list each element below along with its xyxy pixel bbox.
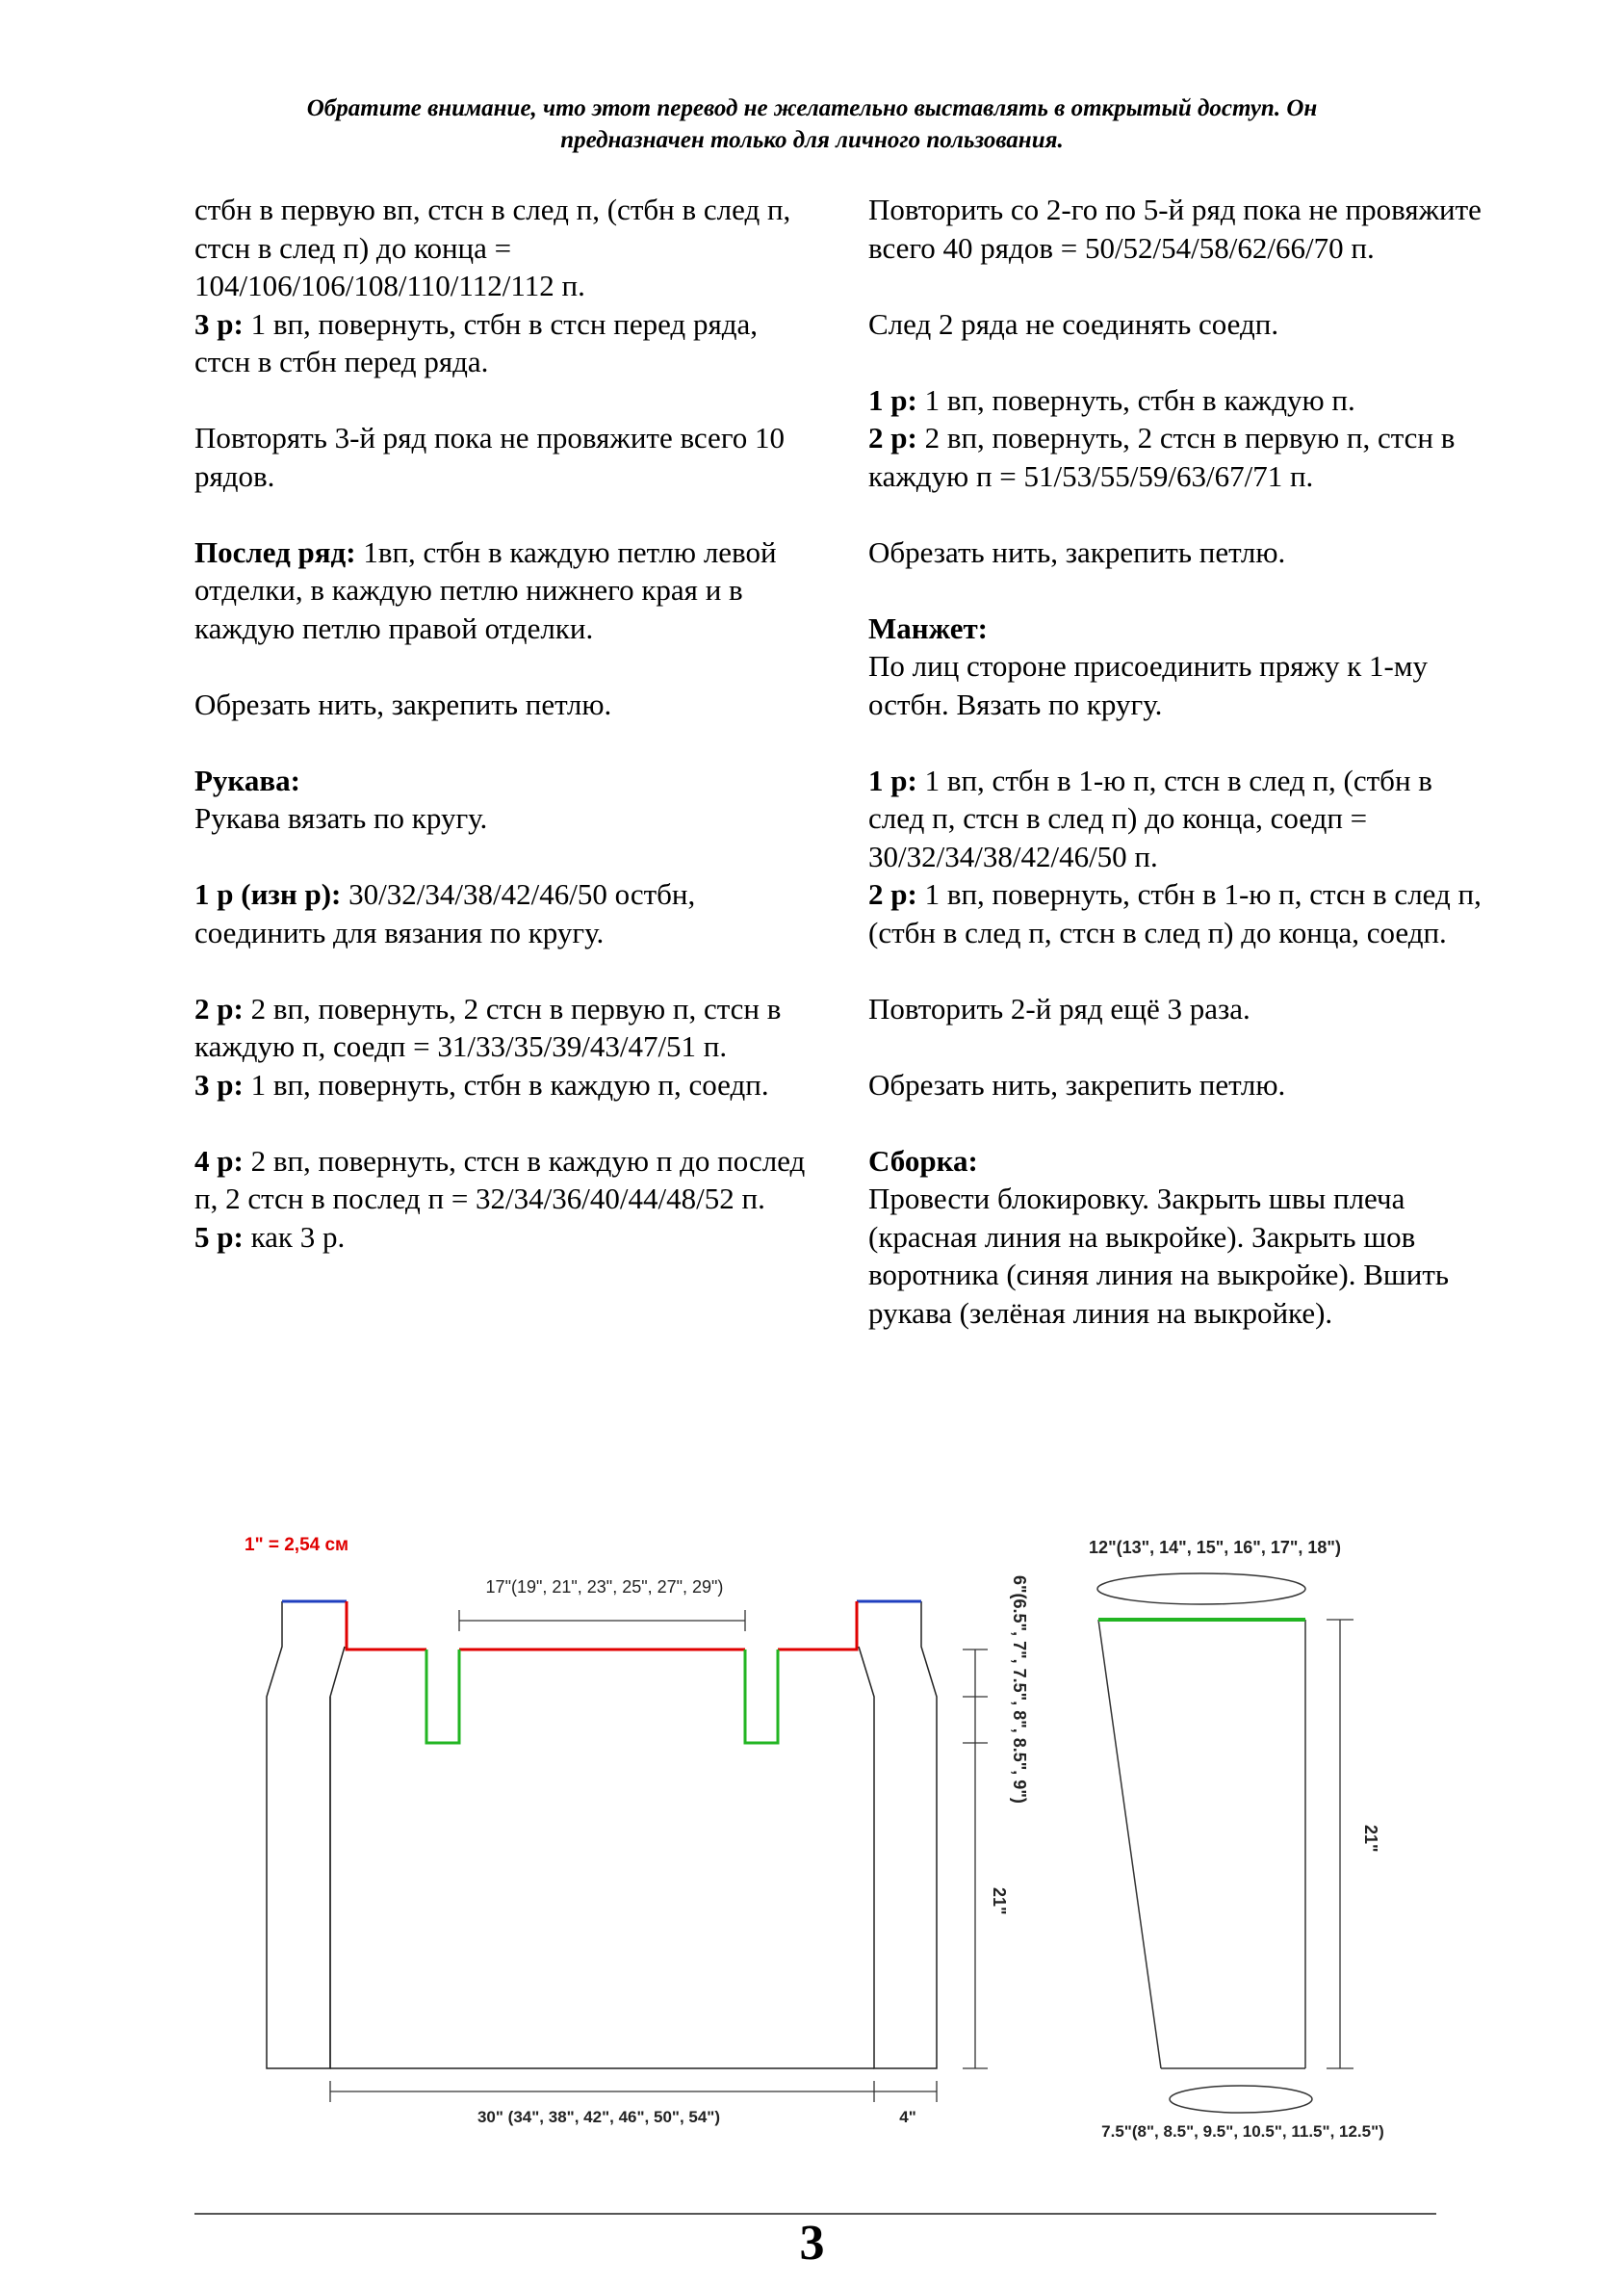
cuff-row-1-label: 1 р:	[868, 763, 917, 797]
left-trim-outline	[267, 1601, 345, 2068]
sleeve-row-5-label: 5 р:	[194, 1219, 244, 1254]
last-row-label: Послед ряд:	[194, 534, 356, 569]
page-number: 3	[799, 2216, 825, 2271]
sleeve-row-4-label: 4 р:	[194, 1143, 244, 1178]
left-armhole	[426, 1650, 459, 1743]
sleeve-left-edge	[1098, 1620, 1161, 2068]
yoke-row-1-label: 1 р:	[868, 382, 917, 417]
right-trim-outline	[859, 1601, 937, 2068]
left-paragraph-1: стбн в первую вп, стсн в след п, (стбн в след п, стсн в след п) до конца = 104/106/106/108/110/112/112 п.	[194, 193, 791, 302]
sleeve-row-4-text: 2 вп, повернуть, стсн в каждую п до послед п, 2 стсн в послед п = 32/34/36/40/44/48/52 п.	[194, 1143, 806, 1215]
yoke-row-2-text: 2 вп, повернуть, 2 стсн в первую п, стсн в каждую п = 51/53/55/59/63/67/71 п.	[868, 421, 1456, 493]
armhole-depth-label: 6"(6.5", 7", 7.5", 8", 8.5", 9")	[1010, 1575, 1029, 1804]
sleeve-length-dimension	[1327, 1620, 1353, 2068]
sleeve-row-3-label: 3 р:	[194, 1067, 244, 1102]
row-3-text: 1 вп, повернуть, стбн в стсн перед ряда, стсн в стбн перед ряда.	[194, 306, 758, 378]
fasten-off-note-2: Обрезать нить, закрепить петлю.	[868, 534, 1286, 569]
repeat-row-3-note: Повторять 3-й ряд пока не провяжите всего 10 рядов.	[194, 421, 786, 493]
last-row-text: 1вп, стбн в каждую петлю левой отделки, в каждую петлю нижнего края и в каждую петлю правой отделки.	[194, 534, 777, 645]
scale-note: 1" = 2,54 см	[245, 1535, 349, 1555]
assembly-text: Провести блокировку. Закрыть швы плеча (красная линия на выкройке). Закрыть шов воротника (синяя линия на выкройке). Вшить рукава (зелёная линия на выкройке).	[868, 1182, 1450, 1330]
sleeve-top-opening	[1097, 1573, 1305, 1604]
armhole-seams	[426, 1650, 778, 1743]
trim-width-label: 4"	[899, 2108, 916, 2126]
cuff-row-1-text: 1 вп, стбн в 1-ю п, стсн в след п, (стбн в след п, стсн в след п) до конца, соедп = 30/32/34/38/42/46/50 п.	[868, 763, 1432, 873]
right-shoulder-seam	[778, 1601, 857, 1650]
cuff-heading: Манжет:	[868, 610, 988, 645]
sleeve-length-label: 21"	[1361, 1825, 1380, 1853]
cuff-row-2-label: 2 р:	[868, 877, 917, 911]
sleeve-row-1-text: 30/32/34/38/42/46/50 остбн, соединить для вязания по кругу.	[194, 877, 696, 949]
header-note-line2: предназначен только для личного пользования.	[560, 127, 1064, 153]
assembly-heading: Сборка:	[868, 1143, 978, 1178]
sleeve-outline	[1098, 1620, 1305, 2068]
sleeves-heading: Рукава:	[194, 763, 300, 797]
armhole-depth-dimension	[963, 1650, 988, 1743]
right-paragraph-1: Повторить со 2-го по 5-й ряд пока не провяжите всего 40 рядов = 50/52/54/58/62/66/70 п.	[868, 193, 1482, 265]
sleeve-cuff-opening	[1170, 2086, 1312, 2113]
sleeve-row-5-text: как 3 р.	[243, 1219, 346, 1254]
sleeves-intro: Рукава вязать по кругу.	[194, 801, 488, 835]
cuff-intro: По лиц стороне присоединить пряжу к 1-му остбн. Вязать по кругу.	[868, 649, 1428, 721]
top-width-dimension	[459, 1610, 745, 1631]
sleeve-row-3-text: 1 вп, повернуть, стбн в каждую п, соедп.	[243, 1067, 769, 1102]
sleeve-bottom-label: 7.5"(8", 8.5", 9.5", 10.5", 11.5", 12.5")	[1101, 2122, 1384, 2141]
right-armhole	[745, 1650, 778, 1743]
fasten-off-note-3: Обрезать нить, закрепить петлю.	[868, 1067, 1286, 1102]
sleeve-row-2-label: 2 р:	[194, 991, 244, 1026]
header-note-line1: Обратите внимание, что этот перевод не желательно выставлять в открытый доступ. Он	[306, 95, 1318, 121]
body-width-label: 30" (34", 38", 42", 46", 50", 54")	[477, 2108, 721, 2126]
row-3-label: 3 р:	[194, 306, 244, 341]
repeat-row-2-note: Повторить 2-й ряд ещё 3 раза.	[868, 991, 1250, 1026]
sleeve-top-label: 12"(13", 14", 15", 16", 17", 18")	[1089, 1538, 1341, 1557]
body-width-dimension	[330, 2081, 937, 2102]
body-length-dimension	[963, 1743, 988, 2068]
shoulder-seams	[347, 1601, 857, 1650]
top-width-label: 17"(19", 21", 23", 25", 27", 29")	[485, 1577, 724, 1597]
body-length-label: 21"	[990, 1887, 1009, 1915]
sleeve-row-1-label: 1 р (изн р):	[194, 877, 342, 911]
no-join-note: След 2 ряда не соединять соедп.	[868, 306, 1279, 341]
cuff-row-2-text: 1 вп, повернуть, стбн в 1-ю п, стсн в след п, (стбн в след п, стсн в след п) до конца, соедп.	[868, 877, 1482, 949]
body-outline	[267, 1601, 937, 2068]
left-shoulder-seam	[347, 1601, 426, 1650]
yoke-row-1-text: 1 вп, повернуть, стбн в каждую п.	[916, 382, 1355, 417]
fasten-off-note: Обрезать нить, закрепить петлю.	[194, 687, 612, 721]
yoke-row-2-label: 2 р:	[868, 421, 917, 455]
sleeve-row-2-text: 2 вп, повернуть, 2 стсн в первую п, стсн в каждую п, соедп = 31/33/35/39/43/47/51 п.	[194, 991, 782, 1063]
